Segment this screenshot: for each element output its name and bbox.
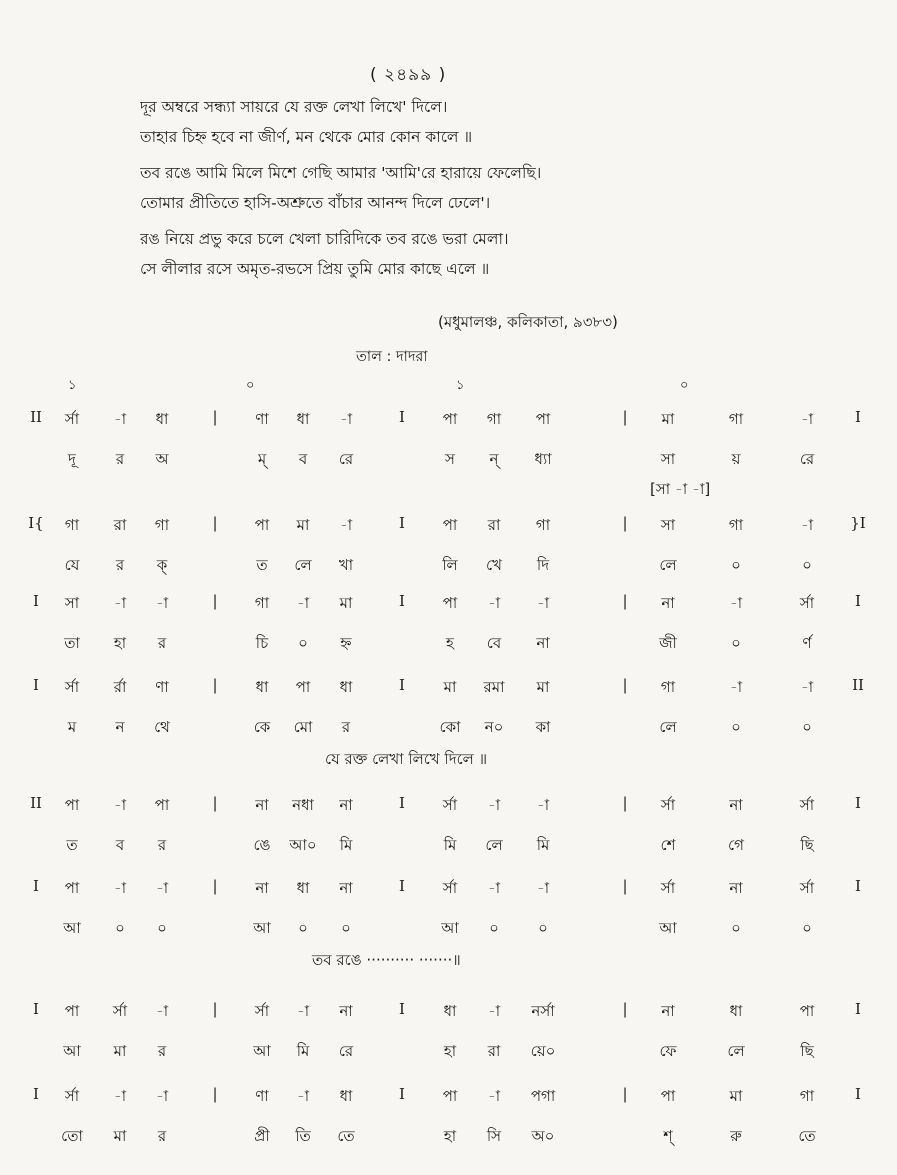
- lyric-syllable: র: [341, 718, 351, 736]
- lyric-syllable: ত: [256, 556, 268, 574]
- notation-block: [0, 1085, 897, 1175]
- notation-block: [0, 676, 897, 766]
- swara-note: মা: [661, 410, 675, 428]
- beat-marker: ০: [680, 378, 689, 393]
- swara-note: -া: [536, 594, 550, 612]
- swara-note: রা: [487, 516, 501, 534]
- swara-note: পা: [64, 796, 80, 814]
- lyric-syllable: সি: [486, 1127, 502, 1145]
- division-barline: |: [622, 794, 628, 812]
- swara-note: র্সা: [64, 1087, 80, 1105]
- division-barline: |: [622, 877, 628, 895]
- lyric-syllable: রে: [338, 450, 354, 468]
- division-barline: |: [622, 592, 628, 610]
- swara-note: -া: [113, 594, 127, 612]
- swara-note: মা: [339, 594, 353, 612]
- open-barline: I: [33, 877, 39, 895]
- division-barline: |: [212, 514, 218, 532]
- swara-note: পা: [295, 678, 311, 696]
- swara-note: না: [255, 879, 269, 897]
- lyric-syllable: ছি: [800, 1042, 814, 1060]
- lyric-syllable: আ: [441, 919, 459, 937]
- open-barline: I: [33, 676, 39, 694]
- swara-note: ধা: [255, 678, 269, 696]
- lyric-syllable: শে: [660, 836, 676, 854]
- lyric-syllable: স: [445, 450, 455, 468]
- poem-line: রঙ নিয়ে প্রভু করে চলে খেলা চারিদিকে তব রঙে ভরা মেলা।: [140, 230, 509, 248]
- division-barline: |: [212, 408, 218, 426]
- lyric-syllable: ০: [731, 718, 741, 736]
- swara-note: -া: [800, 678, 814, 696]
- alternate-notes: [সা -া -া]: [650, 480, 711, 498]
- lyric-syllable: ০: [298, 919, 308, 937]
- swara-note: মা: [443, 678, 457, 696]
- lyric-syllable: তে: [337, 1127, 355, 1145]
- close-barline: I: [855, 408, 861, 426]
- swara-note: মা: [296, 516, 310, 534]
- lyric-syllable: লে: [659, 556, 677, 574]
- open-barline: I: [33, 1000, 39, 1018]
- swara-note: গা: [535, 516, 551, 534]
- swara-note: -া: [155, 1002, 169, 1020]
- lyric-syllable: ০: [298, 634, 308, 652]
- lyric-syllable: মি: [339, 836, 353, 854]
- lyric-syllable: লি: [442, 556, 458, 574]
- swara-note: না: [729, 879, 743, 897]
- lyric-syllable: য়: [731, 450, 741, 468]
- lyric-syllable: ০: [802, 919, 812, 937]
- swara-note: ণা: [255, 1087, 269, 1105]
- lyric-syllable: অ০: [531, 1127, 555, 1145]
- lyric-syllable: তা: [64, 634, 80, 652]
- lyric-syllable: মো: [293, 718, 313, 736]
- beat-marker: ০: [246, 378, 255, 393]
- lyric-syllable: ম্: [257, 450, 267, 468]
- lyric-syllable: ন০: [484, 718, 504, 736]
- swara-note: গা: [64, 516, 80, 534]
- close-barline: I: [855, 1000, 861, 1018]
- lyric-syllable: র্ণ: [802, 634, 812, 652]
- lyric-syllable: লে: [727, 1042, 745, 1060]
- division-barline: |: [622, 514, 628, 532]
- lyric-syllable: আ: [63, 1042, 81, 1060]
- lyric-syllable: ন: [115, 718, 125, 736]
- swara-note: পা: [442, 516, 458, 534]
- lyric-syllable: গে: [728, 836, 744, 854]
- lyric-syllable: দি: [536, 556, 550, 574]
- swara-note: র্সা: [799, 796, 815, 814]
- swara-note: পা: [535, 410, 551, 428]
- swara-note: গা: [660, 678, 676, 696]
- lyric-syllable: র: [115, 450, 125, 468]
- swara-note: গা: [728, 410, 744, 428]
- lyric-syllable: ব: [115, 836, 125, 854]
- poem-line: দূর অম্বরে সন্ধ্যা সায়রে যে রক্ত লেখা লিখে' দিলে।: [140, 98, 448, 116]
- lyric-syllable: রে: [338, 1042, 354, 1060]
- swara-note: র্সা: [64, 410, 80, 428]
- lyric-syllable: প্রী: [254, 1127, 270, 1145]
- lyric-syllable: ছি: [800, 836, 814, 854]
- swara-note: ণা: [155, 678, 169, 696]
- lyric-syllable: ০: [802, 718, 812, 736]
- lyric-syllable: তি: [295, 1127, 311, 1145]
- division-barline: |: [622, 1000, 628, 1018]
- division-barline: I: [399, 1000, 405, 1018]
- swara-note: নর্সা: [531, 1002, 555, 1020]
- swara-note: র্সা: [660, 879, 676, 897]
- notation-block: [0, 514, 897, 604]
- swara-note: না: [255, 796, 269, 814]
- lyric-syllable: আ০: [289, 836, 317, 854]
- swara-note: গা: [154, 516, 170, 534]
- lyric-syllable: মি: [296, 1042, 310, 1060]
- swara-note: র্সা: [442, 796, 458, 814]
- division-barline: |: [622, 676, 628, 694]
- notation-block: [0, 794, 897, 884]
- division-barline: |: [622, 408, 628, 426]
- swara-note: ধা: [155, 410, 169, 428]
- swara-note: না: [339, 1002, 353, 1020]
- swara-note: পা: [799, 1002, 815, 1020]
- lyric-syllable: অ: [155, 450, 169, 468]
- swara-note: -া: [155, 879, 169, 897]
- page-number: ( ২৪৯৯ ): [370, 65, 447, 85]
- swara-note: পগা: [530, 1087, 556, 1105]
- division-barline: |: [212, 676, 218, 694]
- lyric-syllable: হা: [443, 1042, 457, 1060]
- swara-note: -া: [487, 1002, 501, 1020]
- lyric-syllable: কা: [535, 718, 551, 736]
- swara-note: না: [729, 796, 743, 814]
- lyric-syllable: তো: [61, 1127, 83, 1145]
- swara-note: -া: [113, 796, 127, 814]
- open-barline: II: [30, 794, 42, 812]
- swara-note: র্সা: [112, 1002, 128, 1020]
- lyric-syllable: র: [157, 1127, 167, 1145]
- lyric-syllable: আ: [253, 919, 271, 937]
- division-barline: I: [399, 877, 405, 895]
- poem-line: তোমার প্রীতিতে হাসি-অশ্রুতে বাঁচার আনন্দ দিলে ঢেলে'।: [140, 194, 491, 212]
- lyric-syllable: সা: [660, 450, 676, 468]
- swara-note: -া: [155, 594, 169, 612]
- lyric-syllable: খে: [486, 556, 502, 574]
- swara-note: -া: [536, 879, 550, 897]
- swara-note: পা: [660, 1087, 676, 1105]
- refrain-line: তব রঙে ·········· ·······॥: [312, 951, 461, 969]
- lyric-syllable: আ: [253, 1042, 271, 1060]
- swara-note: র্সা: [799, 879, 815, 897]
- lyric-syllable: না: [536, 634, 550, 652]
- swara-note: পা: [64, 879, 80, 897]
- open-barline: I: [33, 592, 39, 610]
- swara-note: র্সা: [442, 879, 458, 897]
- lyric-syllable: লে: [294, 556, 312, 574]
- lyric-syllable: র: [115, 556, 125, 574]
- division-barline: I: [399, 794, 405, 812]
- division-barline: I: [399, 592, 405, 610]
- swara-note: -া: [296, 1087, 310, 1105]
- swara-note: না: [661, 594, 675, 612]
- open-barline: I{: [28, 514, 44, 532]
- swara-note: পা: [154, 796, 170, 814]
- lyric-syllable: ফে: [659, 1042, 677, 1060]
- swara-note: নধা: [292, 796, 314, 814]
- lyric-syllable: ০: [489, 919, 499, 937]
- lyric-syllable: কে: [253, 718, 271, 736]
- close-barline: I: [855, 877, 861, 895]
- swara-note: -া: [729, 594, 743, 612]
- swara-note: -া: [487, 879, 501, 897]
- swara-note: -া: [296, 594, 310, 612]
- swara-note: পা: [64, 1002, 80, 1020]
- lyric-syllable: হ্ন: [340, 634, 352, 652]
- poem-line: তাহার চিহ্ন হবে না জীর্ণ, মন থেকে মোর কোন কালে ॥: [140, 128, 473, 146]
- swara-note: না: [661, 1002, 675, 1020]
- swara-note: র্সা: [64, 678, 80, 696]
- lyric-syllable: আ: [63, 919, 81, 937]
- close-barline: I: [855, 592, 861, 610]
- swara-note: -া: [113, 879, 127, 897]
- lyric-syllable: হা: [443, 1127, 457, 1145]
- lyric-syllable: ০: [115, 919, 125, 937]
- lyric-syllable: আ: [659, 919, 677, 937]
- lyric-syllable: র: [157, 634, 167, 652]
- notation-block: [0, 592, 897, 682]
- swara-note: মা: [729, 1087, 743, 1105]
- swara-note: না: [339, 796, 353, 814]
- swara-note: ণা: [255, 410, 269, 428]
- swara-note: -া: [339, 516, 353, 534]
- notation-block: [0, 408, 897, 498]
- close-barline: I: [855, 1085, 861, 1103]
- close-barline: II: [852, 676, 864, 694]
- swara-note: র্সা: [799, 594, 815, 612]
- poem-line: তব রঙে আমি মিলে মিশে গেছি আমার 'আমি'রে হারায়ে ফেলেছি।: [140, 164, 542, 182]
- swara-note: -া: [800, 516, 814, 534]
- lyric-syllable: কো: [439, 718, 461, 736]
- lyric-syllable: য়ে০: [530, 1042, 556, 1060]
- lyric-syllable: হ: [446, 634, 454, 652]
- division-barline: I: [399, 1085, 405, 1103]
- swara-note: পা: [442, 410, 458, 428]
- lyric-syllable: ০: [538, 919, 548, 937]
- lyric-syllable: তে: [798, 1127, 816, 1145]
- lyric-syllable: ধ্যা: [534, 450, 552, 468]
- swara-note: র্সা: [254, 1002, 270, 1020]
- taal-label: তাল : দাদরা: [356, 349, 428, 365]
- lyric-syllable: ০: [341, 919, 351, 937]
- poem-text: [140, 92, 820, 284]
- swara-note: র্রা: [113, 678, 127, 696]
- beat-markers: [0, 376, 897, 398]
- division-barline: I: [399, 514, 405, 532]
- lyric-syllable: ক্: [156, 556, 168, 574]
- lyric-syllable: দূ: [68, 450, 76, 468]
- lyric-syllable: ০: [802, 556, 812, 574]
- lyric-syllable: থে: [154, 718, 170, 736]
- lyric-syllable: হা: [113, 634, 127, 652]
- lyric-syllable: মি: [443, 836, 457, 854]
- lyric-syllable: ত: [66, 836, 78, 854]
- lyric-syllable: মি: [536, 836, 550, 854]
- swara-note: -া: [155, 1087, 169, 1105]
- lyric-syllable: জী: [659, 634, 677, 652]
- lyric-syllable: ন্: [489, 450, 499, 468]
- division-barline: |: [212, 877, 218, 895]
- division-barline: I: [399, 408, 405, 426]
- lyric-syllable: খা: [338, 556, 354, 574]
- swara-note: -া: [800, 410, 814, 428]
- swara-note: গা: [486, 410, 502, 428]
- lyric-syllable: মা: [113, 1042, 127, 1060]
- lyric-syllable: লে: [485, 836, 503, 854]
- lyric-syllable: র: [157, 836, 167, 854]
- source-note: (মধুমালঞ্চ, কলিকাতা, ৯৩৮৩): [438, 313, 618, 331]
- refrain-line: যে রক্ত লেখা লিখে দিলে ॥: [325, 750, 488, 768]
- swara-note: ধা: [296, 410, 310, 428]
- lyric-syllable: র: [157, 1042, 167, 1060]
- swara-note: -া: [487, 594, 501, 612]
- swara-note: -া: [296, 1002, 310, 1020]
- swara-note: গা: [254, 594, 270, 612]
- swara-note: রা: [113, 516, 127, 534]
- swara-note: গা: [728, 516, 744, 534]
- swara-note: -া: [113, 410, 127, 428]
- lyric-syllable: ০: [731, 634, 741, 652]
- lyric-syllable: মা: [113, 1127, 127, 1145]
- swara-note: না: [339, 879, 353, 897]
- swara-note: পা: [442, 594, 458, 612]
- division-barline: |: [212, 1000, 218, 1018]
- close-barline: }I: [850, 514, 866, 532]
- lyric-syllable: ঙে: [253, 836, 271, 854]
- lyric-syllable: রা: [487, 1042, 501, 1060]
- swara-note: -া: [339, 410, 353, 428]
- lyric-syllable: চি: [255, 634, 269, 652]
- division-barline: |: [212, 592, 218, 610]
- lyric-syllable: ব: [298, 450, 308, 468]
- swara-note: পা: [442, 1087, 458, 1105]
- swara-note: মা: [536, 678, 550, 696]
- swara-note: -া: [487, 796, 501, 814]
- poem-line: সে লীলার রসে অমৃত-রভসে প্রিয় তুমি মোর কাছে এলে ॥: [140, 260, 490, 278]
- open-barline: I: [33, 1085, 39, 1103]
- lyric-syllable: ০: [731, 556, 741, 574]
- division-barline: I: [399, 676, 405, 694]
- close-barline: I: [855, 794, 861, 812]
- division-barline: |: [622, 1085, 628, 1103]
- swara-note: পা: [254, 516, 270, 534]
- lyric-syllable: ম: [67, 718, 77, 736]
- lyric-syllable: রু: [730, 1127, 742, 1145]
- lyric-syllable: বে: [486, 634, 502, 652]
- lyric-syllable: ০: [731, 919, 741, 937]
- swara-note: সা: [64, 594, 80, 612]
- beat-marker: ১: [68, 378, 77, 393]
- lyric-syllable: ০: [157, 919, 167, 937]
- swara-note: -া: [729, 678, 743, 696]
- beat-marker: ১: [456, 378, 465, 393]
- swara-note: সা: [660, 516, 676, 534]
- division-barline: |: [212, 794, 218, 812]
- swara-note: গা: [799, 1087, 815, 1105]
- swara-note: -া: [487, 1087, 501, 1105]
- lyric-syllable: রে: [799, 450, 815, 468]
- swara-note: -া: [536, 796, 550, 814]
- swara-note: র্সা: [660, 796, 676, 814]
- lyric-syllable: লে: [659, 718, 677, 736]
- swara-note: -া: [113, 1087, 127, 1105]
- swara-note: ধা: [729, 1002, 743, 1020]
- notation-block: [0, 877, 897, 967]
- swara-note: রমা: [483, 678, 505, 696]
- swara-note: ধা: [443, 1002, 457, 1020]
- open-barline: II: [30, 408, 42, 426]
- lyric-syllable: যে: [64, 556, 80, 574]
- division-barline: |: [212, 1085, 218, 1103]
- lyric-syllable: শ্: [663, 1127, 673, 1145]
- swara-note: ধা: [296, 879, 310, 897]
- swara-note: ধা: [339, 678, 353, 696]
- notation-block: [0, 1000, 897, 1090]
- swara-note: ধা: [339, 1087, 353, 1105]
